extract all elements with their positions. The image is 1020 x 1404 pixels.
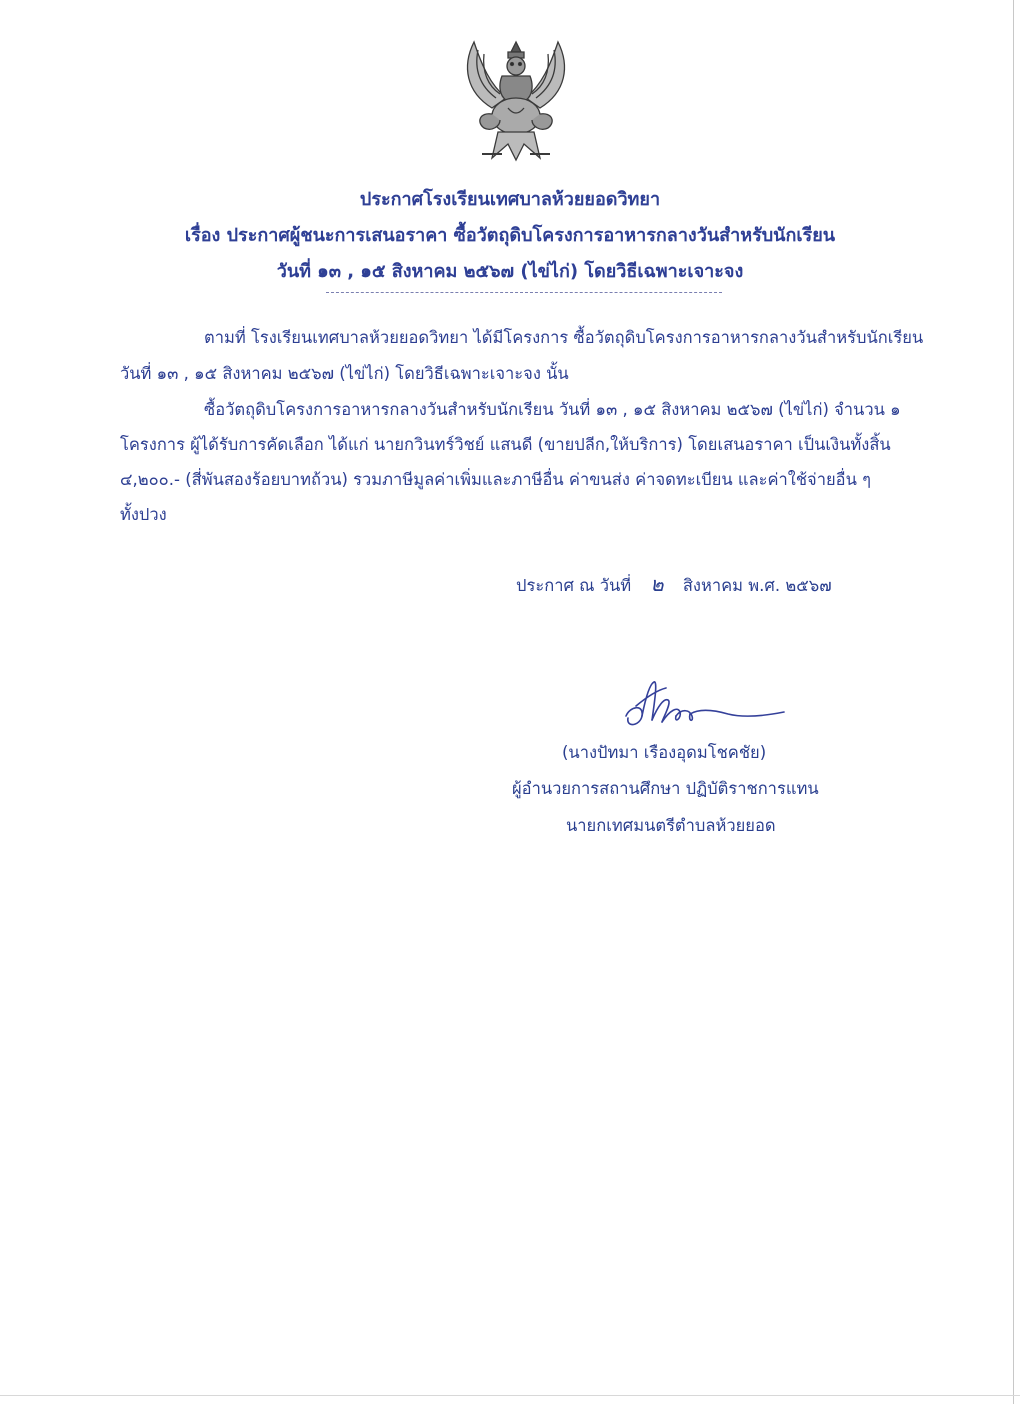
signatory-position-2: นายกเทศมนตรีตำบลห้วยยอด bbox=[566, 816, 776, 835]
announcement-date bbox=[516, 568, 832, 600]
paragraph-2-line-2: โครงการ ผู้ได้รับการคัดเลือก ได้แก่ นายกวินทร์วิชย์ แสนดี (ขายปลีก,ให้บริการ) โดยเสนอราคา เป็นเงินทั้งสิ้น bbox=[120, 435, 891, 454]
header-divider bbox=[326, 292, 722, 293]
paragraph-1-line-2: วันที่ ๑๓ , ๑๕ สิงหาคม ๒๕๖๗ (ไข่ไก่) โดยวิธีเฉพาะเจาะจง นั้น bbox=[120, 364, 569, 383]
paragraph-2-line-1: ซื้อวัตถุดิบโครงการอาหารกลางวันสำหรับนักเรียน วันที่ ๑๓ , ๑๕ สิงหาคม ๒๕๖๗ (ไข่ไก่) จำนวน ๑ bbox=[204, 400, 901, 419]
paragraph-2-line-4: ทั้งปวง bbox=[120, 505, 167, 524]
signatory-position-1: ผู้อำนวยการสถานศึกษา ปฏิบัติราชการแทน bbox=[512, 779, 819, 798]
announcement-subject: เรื่อง ประกาศผู้ชนะการเสนอราคา ซื้อวัตถุดิบโครงการอาหารกลางวันสำหรับนักเรียน bbox=[184, 225, 836, 246]
garuda-emblem-icon bbox=[452, 36, 580, 168]
signatory-name: (นางปัทมา เรืองอุดมโชคชัย) bbox=[562, 743, 767, 762]
handwritten-signature bbox=[618, 676, 788, 736]
page-bottom-line bbox=[0, 1395, 1020, 1396]
paragraph-2-line-3: ๔,๒๐๐.- (สี่พันสองร้อยบาทถ้วน) รวมภาษีมูลค่าเพิ่มและภาษีอื่น ค่าขนส่ง ค่าจดทะเบียน และค่าใช้จ่ายอื่น ๆ bbox=[120, 470, 871, 489]
paragraph-1-line-1: ตามที่ โรงเรียนเทศบาลห้วยยอดวิทยา ได้มีโครงการ ซื้อวัตถุดิบโครงการอาหารกลางวันสำหรับนักเรียน bbox=[204, 328, 924, 347]
announcement-date-suffix: สิงหาคม พ.ศ. ๒๕๖๗ bbox=[682, 576, 832, 595]
announcement-date-method: วันที่ ๑๓ , ๑๕ สิงหาคม ๒๕๖๗ (ไข่ไก่) โดยวิธีเฉพาะเจาะจง bbox=[276, 261, 744, 282]
announcement-date-prefix: ประกาศ ณ วันที่ bbox=[516, 576, 632, 595]
announcement-title: ประกาศโรงเรียนเทศบาลห้วยยอดวิทยา bbox=[359, 189, 661, 210]
announcement-date-day: ๒ bbox=[650, 572, 664, 596]
